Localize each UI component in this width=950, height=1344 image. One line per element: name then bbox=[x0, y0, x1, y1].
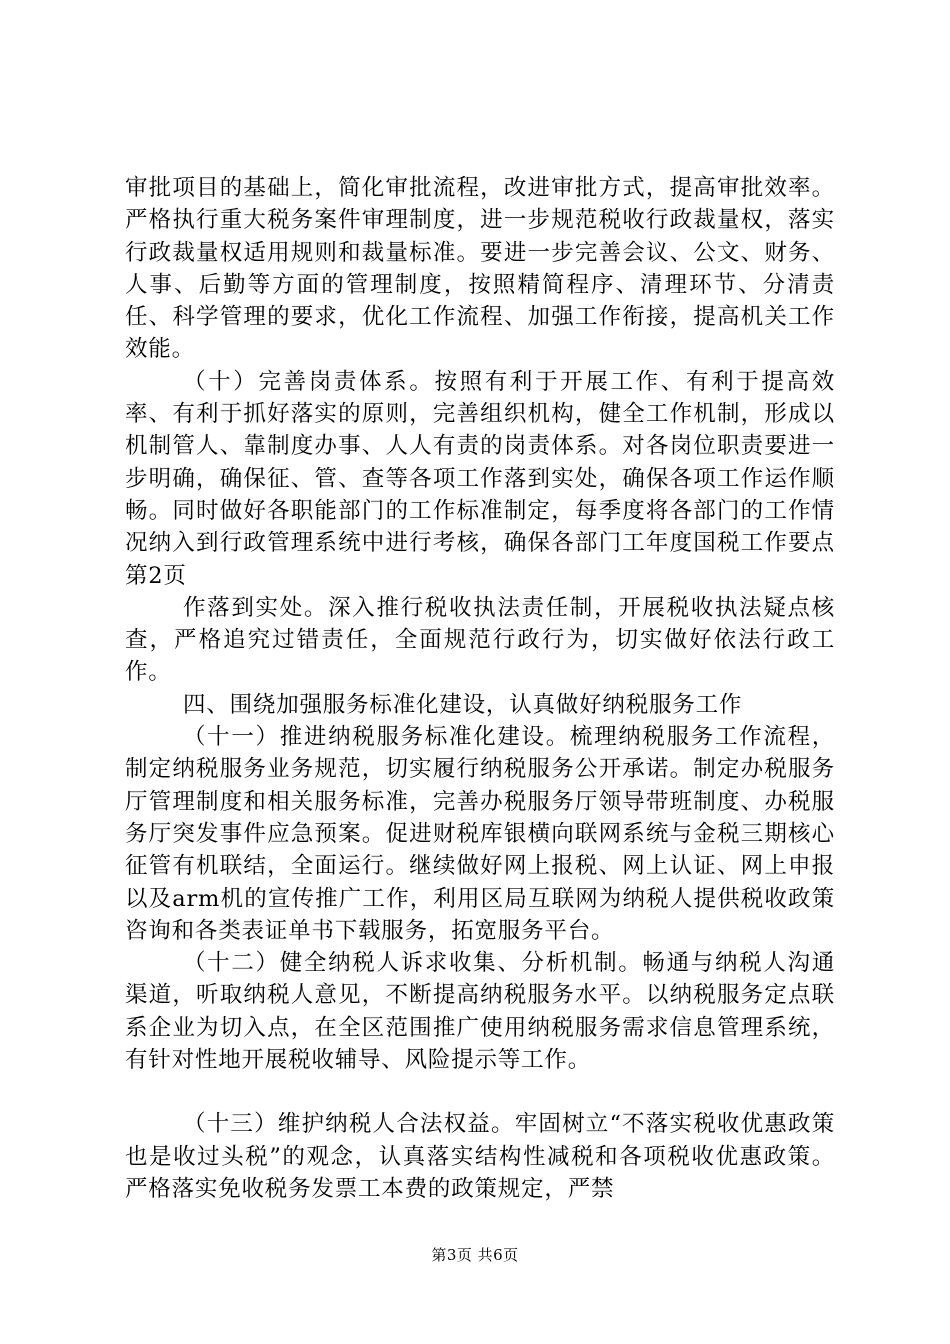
paragraph-spacer bbox=[125, 1076, 835, 1108]
paragraph-section-11: （十一）推进纳税服务标准化建设。梳理纳税服务工作流程，制定纳税服务业务规范，切实履行纳税服务公开承诺。制定办税服务厅管理制度和相关服务标准，完善办税服务厅领导带班制度、办税服务厅突发事件应急预案。促进财税库银横向联网系统与金税三期核心征管有机联结，全面运行。继续做好网上报税、网上认证、网上申报以及arm机的宣传推广工作，利用区局互联网为纳税人提供税收政策咨询和各类表证单书下载服务，拓宽服务平台。 bbox=[125, 724, 835, 944]
paragraph-section-12: （十二）健全纳税人诉求收集、分析机制。畅通与纳税人沟通渠道，听取纳税人意见，不断提高纳税服务水平。以纳税服务定点联系企业为切入点，在全区范围推广使用纳税服务需求信息管理系统，有针对性地开展税收辅导、风险提示等工作。 bbox=[125, 950, 835, 1074]
paragraph-approval-efficiency: 审批项目的基础上，简化审批流程，改进审批方式，提高审批效率。严格执行重大税务案件审理制度，进一步规范税收行政裁量权，落实行政裁量权适用规则和裁量标准。要进一步完善会议、公文、财务、人事、后勤等方面的管理制度，按照精简程序、清理环节、分清责任、科学管理的要求，优化工作流程、加强工作衔接，提高机关工作效能。 bbox=[125, 175, 835, 363]
paragraph-section-10: （十）完善岗责体系。按照有利于开展工作、有利于提高效率、有利于抓好落实的原则，完善组织机构，健全工作机制，形成以机制管人、靠制度办事、人人有责的岗责体系。对各岗位职责要进一步明确，确保征、管、查等各项工作落到实处，确保各项工作运作顺畅。同时做好各职能部门的工作标准制定，每季度将各部门的工作情况纳入到行政管理系统中进行考核，确保各部门工年度国税工作要点第2页 bbox=[125, 368, 835, 589]
paragraph-section-13: （十三）维护纳税人合法权益。牢固树立“不落实税收优惠政策也是收过头税”的观念，认真落实结构性减税和各项税收优惠政策。严格落实免收税务发票工本费的政策规定，严禁 bbox=[125, 1111, 835, 1202]
document-body bbox=[125, 172, 835, 1205]
page-footer: 第3页 共6页 bbox=[431, 1246, 519, 1264]
section-heading-4: 四、围绕加强服务标准化建设，认真做好纳税服务工作 bbox=[183, 691, 743, 718]
paragraph-law-enforcement: 作落到实处。深入推行税收执法责任制，开展税收执法疑点核查，严格追究过错责任，全面规范行政行为，切实做好依法行政工作。 bbox=[125, 594, 835, 686]
